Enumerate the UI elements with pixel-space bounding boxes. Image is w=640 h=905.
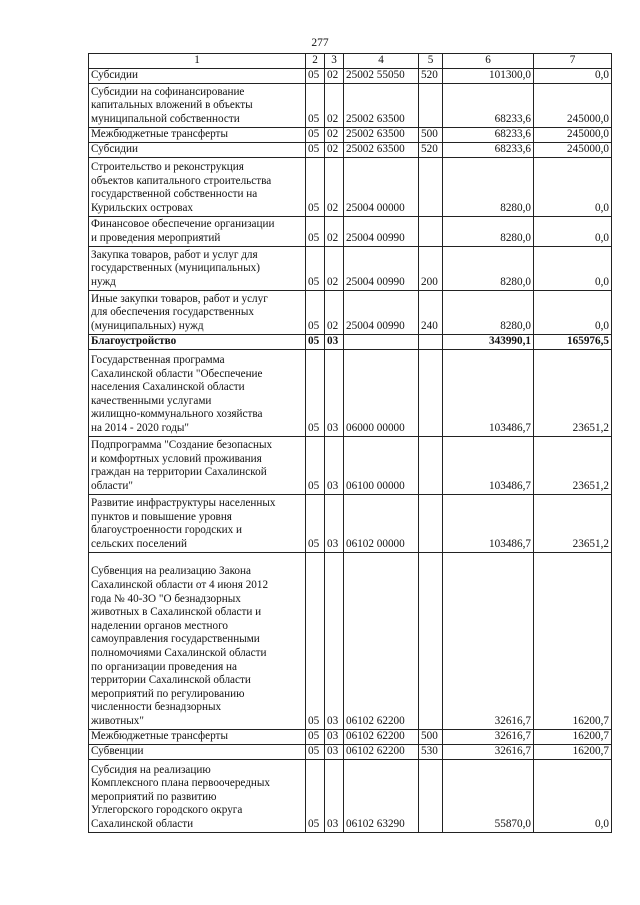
budget-table	[88, 53, 612, 833]
section-code: 05	[306, 436, 325, 494]
subsection-code: 03	[325, 494, 344, 552]
row-description: Закупка товаров, работ и услуг для государственных (муниципальных) нужд	[89, 246, 306, 290]
section-code: 05	[306, 552, 325, 729]
page-number: 277	[311, 37, 329, 49]
subsection-code: 03	[325, 552, 344, 729]
expense-type-code: 520	[419, 142, 443, 157]
row-description: Субвенция на реализацию Закона Сахалинской области от 4 июня 2012 года № 40-ЗО "О безнадзорных животных в Сахалинской области и наделении органов местного самоуправления государственными полномочиями Сахалинской области по организации проведения на территории Сахалинской области мероприятий по регулированию численности безнадзорных животных"	[89, 552, 306, 729]
table-row	[89, 216, 612, 246]
section-code: 05	[306, 759, 325, 832]
target-article-code: 25002 63500	[344, 127, 419, 142]
expense-type-code	[419, 334, 443, 349]
row-description: Субвенции	[89, 744, 306, 759]
subsection-code: 02	[325, 68, 344, 83]
amount-year-2: 0,0	[534, 290, 612, 334]
column-header: 7	[534, 54, 612, 69]
subsection-code: 02	[325, 142, 344, 157]
expense-type-code: 500	[419, 127, 443, 142]
amount-year-1: 103486,7	[443, 349, 534, 436]
subsection-code: 03	[325, 349, 344, 436]
section-code: 05	[306, 83, 325, 127]
row-description: Межбюджетные трансферты	[89, 729, 306, 744]
amount-year-2: 0,0	[534, 157, 612, 216]
row-description: Финансовое обеспечение организации и проведения мероприятий	[89, 216, 306, 246]
expense-type-code	[419, 349, 443, 436]
subsection-code: 02	[325, 83, 344, 127]
amount-year-1: 32616,7	[443, 729, 534, 744]
amount-year-1: 103486,7	[443, 436, 534, 494]
table-row	[89, 759, 612, 832]
table-row	[89, 349, 612, 436]
subsection-code: 03	[325, 729, 344, 744]
subsection-code: 03	[325, 744, 344, 759]
expense-type-code: 240	[419, 290, 443, 334]
target-article-code: 06100 00000	[344, 436, 419, 494]
amount-year-1: 68233,6	[443, 127, 534, 142]
amount-year-2: 0,0	[534, 68, 612, 83]
column-header: 4	[344, 54, 419, 69]
section-code: 05	[306, 494, 325, 552]
subsection-code: 03	[325, 759, 344, 832]
amount-year-2: 23651,2	[534, 494, 612, 552]
amount-year-2: 16200,7	[534, 744, 612, 759]
table-row	[89, 246, 612, 290]
section-code: 05	[306, 68, 325, 83]
section-code: 05	[306, 157, 325, 216]
row-description: Государственная программа Сахалинской области "Обеспечение населения Сахалинской области качественными услугами жилищно-коммунального хозяйства на 2014 - 2020 годы"	[89, 349, 306, 436]
amount-year-2: 0,0	[534, 216, 612, 246]
amount-year-2: 245000,0	[534, 142, 612, 157]
expense-type-code	[419, 759, 443, 832]
amount-year-1: 103486,7	[443, 494, 534, 552]
amount-year-2: 245000,0	[534, 127, 612, 142]
amount-year-1: 55870,0	[443, 759, 534, 832]
subsection-code: 03	[325, 436, 344, 494]
row-description: Иные закупки товаров, работ и услуг для обеспечения государственных (муниципальных) нужд	[89, 290, 306, 334]
column-header: 6	[443, 54, 534, 69]
table-row	[89, 127, 612, 142]
row-description: Субсидии	[89, 142, 306, 157]
amount-year-2: 245000,0	[534, 83, 612, 127]
expense-type-code: 530	[419, 744, 443, 759]
subsection-code: 02	[325, 127, 344, 142]
target-article-code: 25002 55050	[344, 68, 419, 83]
subsection-code: 02	[325, 216, 344, 246]
table-row	[89, 142, 612, 157]
section-code: 05	[306, 729, 325, 744]
row-description: Субсидии на софинансирование капитальных вложений в объекты муниципальной собственности	[89, 83, 306, 127]
amount-year-1: 8280,0	[443, 290, 534, 334]
section-code: 05	[306, 216, 325, 246]
subsection-code: 02	[325, 157, 344, 216]
table-row	[89, 68, 612, 83]
section-code: 05	[306, 334, 325, 349]
target-article-code: 25004 00000	[344, 157, 419, 216]
target-article-code: 06102 00000	[344, 494, 419, 552]
expense-type-code: 520	[419, 68, 443, 83]
subsection-code: 02	[325, 290, 344, 334]
target-article-code: 25004 00990	[344, 246, 419, 290]
target-article-code: 25002 63500	[344, 142, 419, 157]
table-row	[89, 436, 612, 494]
table-row	[89, 494, 612, 552]
target-article-code: 25002 63500	[344, 83, 419, 127]
row-description: Подпрограмма "Создание безопасных и комфортных условий проживания граждан на территории Сахалинской области"	[89, 436, 306, 494]
target-article-code: 06102 62200	[344, 729, 419, 744]
target-article-code: 25004 00990	[344, 216, 419, 246]
section-code: 05	[306, 290, 325, 334]
amount-year-1: 32616,7	[443, 744, 534, 759]
section-code: 05	[306, 142, 325, 157]
amount-year-1: 8280,0	[443, 246, 534, 290]
table-row	[89, 744, 612, 759]
expense-type-code	[419, 83, 443, 127]
row-description: Развитие инфраструктуры населенных пунктов и повышение уровня благоустроенности городских и сельских поселений	[89, 494, 306, 552]
amount-year-1: 343990,1	[443, 334, 534, 349]
subsection-code: 03	[325, 334, 344, 349]
column-header: 1	[89, 54, 306, 69]
expense-type-code	[419, 436, 443, 494]
table-row	[89, 552, 612, 729]
expense-type-code: 200	[419, 246, 443, 290]
target-article-code	[344, 334, 419, 349]
amount-year-2: 0,0	[534, 246, 612, 290]
target-article-code: 06000 00000	[344, 349, 419, 436]
target-article-code: 06102 62200	[344, 744, 419, 759]
table-row	[89, 83, 612, 127]
table-row	[89, 157, 612, 216]
amount-year-2: 165976,5	[534, 334, 612, 349]
section-code: 05	[306, 246, 325, 290]
row-description: Субсидии	[89, 68, 306, 83]
amount-year-2: 0,0	[534, 759, 612, 832]
expense-type-code	[419, 494, 443, 552]
amount-year-2: 16200,7	[534, 552, 612, 729]
header-row	[89, 54, 612, 69]
table-row	[89, 290, 612, 334]
column-header: 3	[325, 54, 344, 69]
table-row	[89, 729, 612, 744]
column-header: 2	[306, 54, 325, 69]
row-description: Межбюджетные трансферты	[89, 127, 306, 142]
expense-type-code	[419, 157, 443, 216]
amount-year-1: 32616,7	[443, 552, 534, 729]
subsection-code: 02	[325, 246, 344, 290]
amount-year-1: 101300,0	[443, 68, 534, 83]
section-code: 05	[306, 349, 325, 436]
amount-year-1: 8280,0	[443, 157, 534, 216]
amount-year-1: 68233,6	[443, 142, 534, 157]
amount-year-2: 23651,2	[534, 436, 612, 494]
target-article-code: 25004 00990	[344, 290, 419, 334]
amount-year-2: 16200,7	[534, 729, 612, 744]
amount-year-2: 23651,2	[534, 349, 612, 436]
row-description: Строительство и реконструкция объектов капитального строительства государственной собственности на Курильских островах	[89, 157, 306, 216]
amount-year-1: 8280,0	[443, 216, 534, 246]
expense-type-code	[419, 216, 443, 246]
target-article-code: 06102 62200	[344, 552, 419, 729]
section-code: 05	[306, 127, 325, 142]
row-description: Субсидия на реализацию Комплексного плана первоочередных мероприятий по развитию Углегорского городского округа Сахалинской области	[89, 759, 306, 832]
target-article-code: 06102 63290	[344, 759, 419, 832]
amount-year-1: 68233,6	[443, 83, 534, 127]
row-description: Благоустройство	[89, 334, 306, 349]
table-row	[89, 334, 612, 349]
expense-type-code: 500	[419, 729, 443, 744]
column-header: 5	[419, 54, 443, 69]
section-code: 05	[306, 744, 325, 759]
expense-type-code	[419, 552, 443, 729]
